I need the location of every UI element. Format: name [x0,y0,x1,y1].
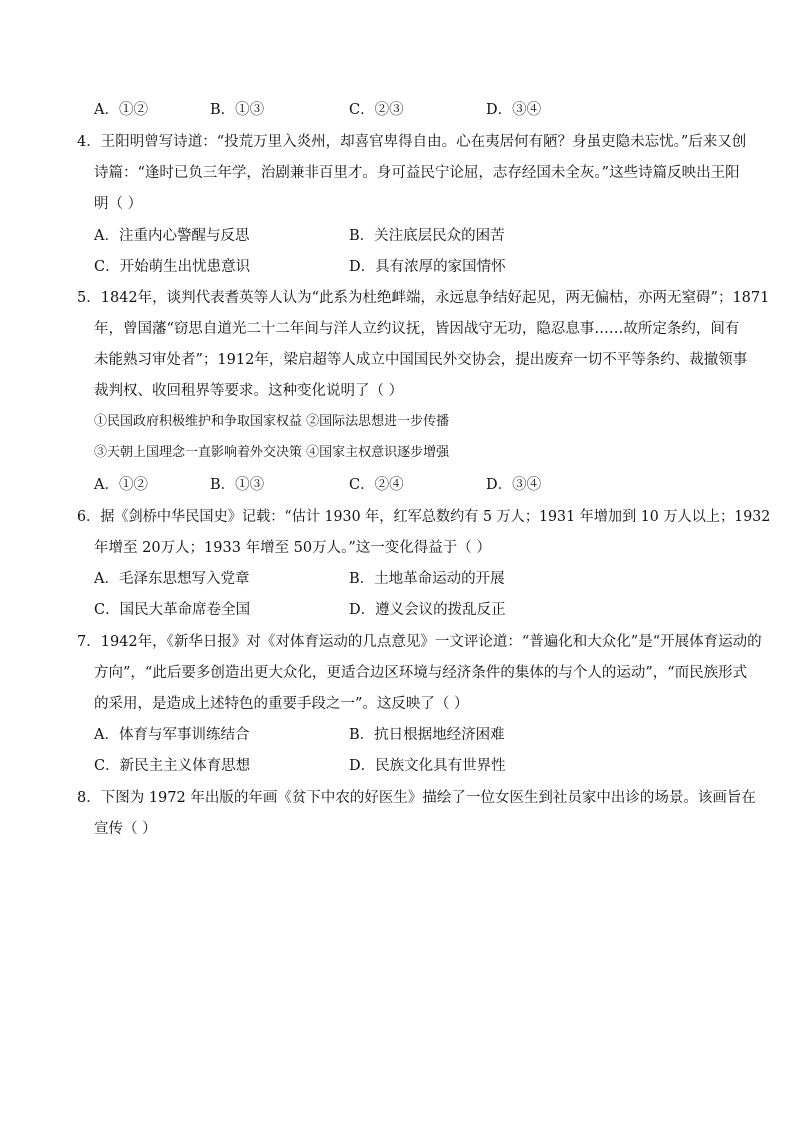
q6-option-c: C．国民大革命席卷全国 [94,602,251,618]
q6-stem-line-1: 6．据《剑桥中华民国史》记载：“估计 1930 年，红军总数约有 5 万人；1931 年增加到 10 万人以上；1932 [77,509,771,525]
q5-stem-line-2: 年，曾国藩“窃思自道光二十二年间与洋人立约议抚，皆因战守无功，隐忍息事……故所定条约，间有 [94,321,740,337]
q5-option-c: C．②④ [349,477,404,493]
q4-option-a: A．注重内心警醒与反思 [94,228,250,244]
q8-stem-line-1: 8．下图为 1972 年出版的年画《贫下中农的好医生》描绘了一位女医生到社员家中出诊的场景。该画旨在 [77,790,756,806]
q8-stem-line-2: 宣传（ ） [94,821,157,837]
q3-option-a: A．①② [94,102,148,118]
q7-option-d: D．民族文化具有世界性 [349,758,506,774]
q4-option-b: B．关注底层民众的困苦 [349,228,505,244]
q3-option-c: C．②③ [349,102,404,118]
q3-option-d: D．③④ [486,102,542,118]
q4-stem-line-3: 明（ ） [94,196,143,212]
q6-option-d: D．遵义会议的拨乱反正 [349,602,506,618]
q4-stem-line-1: 4．王阳明曾写诗道：“投荒万里入炎州，却喜官卑得自由。心在夷居何有陋？身虽吏隐未忘忧。”后来又创 [77,134,747,150]
q4-option-d: D．具有浓厚的家国情怀 [349,259,506,275]
q6-stem-line-2: 年增至 20万人；1933 年增至 50万人。”这一变化得益于（ ） [94,540,491,556]
q4-option-c: C．开始萌生出忧患意识 [94,259,251,275]
q7-stem-line-1: 7．1942年，《新华日报》对《对体育运动的几点意见》一文评论道：“普遍化和大众化”是“开展体育运动的 [77,634,762,650]
q6-option-a: A．毛泽东思想写入党章 [94,571,250,587]
q5-option-b: B．①③ [210,477,265,493]
q5-option-a: A．①② [94,477,148,493]
q5-stem-line-4: 裁判权、收回租界等要求。这种变化说明了（ ） [94,383,404,399]
q3-option-b: B．①③ [210,102,265,118]
q6-option-b: B．土地革命运动的开展 [349,571,505,587]
q5-statement-2: ③天朝上国理念一直影响着外交决策 ④国家主权意识逐步增强 [94,445,450,460]
q4-stem-line-2: 诗篇：“逢时已负三年学，治剧兼非百里才。身可益民宁论屈，志存经国未全灰。”这些诗篇反映出王阳 [94,165,740,181]
q5-stem-line-1: 5．1842年，谈判代表耆英等人认为“此系为杜绝衅端，永远息争结好起见，两无偏枯，亦两无窒碍”；1871 [77,290,770,306]
q7-option-b: B．抗日根据地经济困难 [349,727,505,743]
q7-option-a: A．体育与军事训练结合 [94,727,250,743]
q7-stem-line-2: 方向”，“此后要多创造出更大众化，更适合边区环境与经济条件的集体的与个人的运动”，“而民族形式 [94,665,748,681]
q7-stem-line-3: 的采用，是造成上述特色的重要手段之一”。这反映了（ ） [94,696,469,712]
q5-statement-1: ①民国政府积极维护和争取国家权益 ②国际法思想进一步传播 [94,414,450,429]
q5-option-d: D．③④ [486,477,542,493]
q5-stem-line-3: 未能熟习审处者”；1912年，梁启超等人成立中国国民外交协会，提出废弃一切不平等条约、裁撤领事 [94,352,748,368]
q7-option-c: C．新民主主义体育思想 [94,758,251,774]
